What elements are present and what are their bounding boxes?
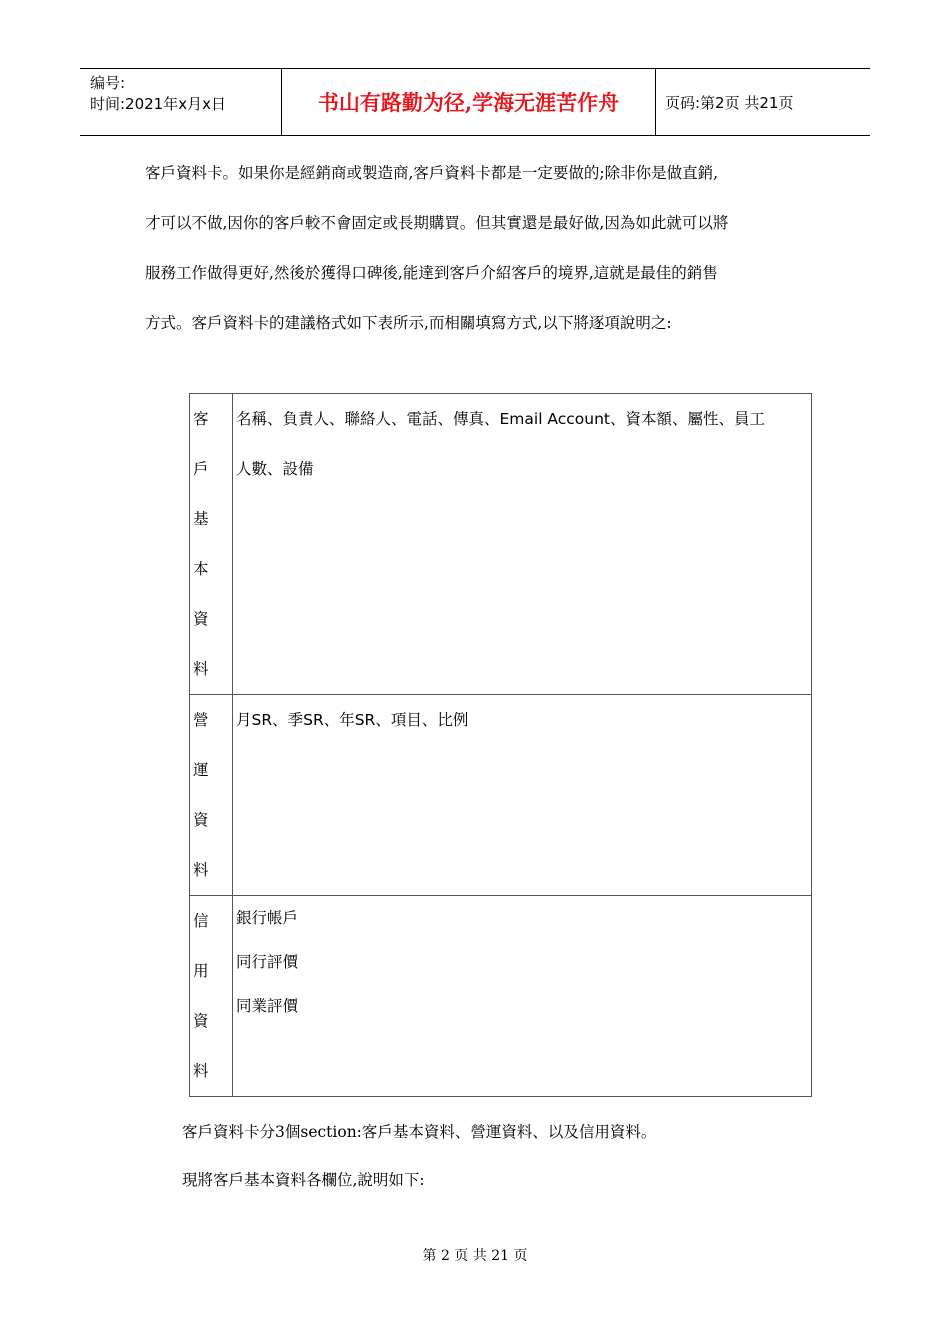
label-char: 本 [193,560,209,578]
header-page-info: 页码:第2页 共21页 [665,93,794,112]
time-label: 时间:2021年x月x日 [90,95,226,113]
content-line: 人數、設備 [236,460,314,478]
content-line: 名稱、負責人、聯絡人、電話、傳真、Email Account、資本額、屬性、員工 [236,410,766,428]
content-line: 銀行帳戶 [236,909,299,927]
section-summary: 客戶資料卡分3個section:客戶基本資料、營運資料、以及信用資料。 [182,1123,657,1141]
row-content-credit [233,896,812,1097]
content-line: 月SR、季SR、年SR、項目、比例 [236,711,469,729]
row-content-operations [233,695,812,896]
label-char: 基 [193,510,209,528]
label-char: 用 [193,962,209,980]
page-footer: 第 2 页 共 21 页 [422,1248,528,1264]
table-row-operations [190,695,812,896]
document-header [80,68,870,136]
label-char: 資 [193,610,209,628]
label-char: 料 [193,660,209,678]
intro-line: 方式。客戶資料卡的建議格式如下表所示,而相關填寫方式,以下將逐項說明之: [145,314,672,332]
customer-card-table [189,393,812,1097]
label-char: 戶 [193,460,209,478]
header-motto: 书山有路勤为径,学海无涯苦作舟 [282,69,656,135]
label-char: 運 [193,761,209,779]
row-content-basic [233,394,812,695]
label-char: 料 [193,861,209,879]
intro-line: 服務工作做得更好,然後於獲得口碑後,能達到客戶介紹客戶的境界,這就是最佳的銷售 [145,264,718,282]
header-meta [80,69,282,135]
intro-line: 客戶資料卡。如果你是經銷商或製造商,客戶資料卡都是一定要做的;除非你是做直銷, [145,164,719,182]
label-char: 料 [193,1062,209,1080]
row-label-credit [190,896,233,1097]
row-label-operations [190,695,233,896]
row-label-basic [190,394,233,695]
intro-paragraph [145,148,815,348]
number-label: 编号: [90,74,126,92]
label-char: 資 [193,1012,209,1030]
section-intro: 現將客戶基本資料各欄位,說明如下: [182,1171,425,1189]
table-row-basic [190,394,812,695]
content-line: 同業評價 [236,997,299,1015]
table-row-credit [190,896,812,1097]
intro-line: 才可以不做,因你的客戶較不會固定或長期購買。但其實還是最好做,因為如此就可以將 [145,214,729,232]
label-char: 資 [193,811,209,829]
label-char: 客 [193,410,209,428]
label-char: 信 [193,912,209,930]
label-char: 營 [193,711,209,729]
content-line: 同行評價 [236,953,299,971]
